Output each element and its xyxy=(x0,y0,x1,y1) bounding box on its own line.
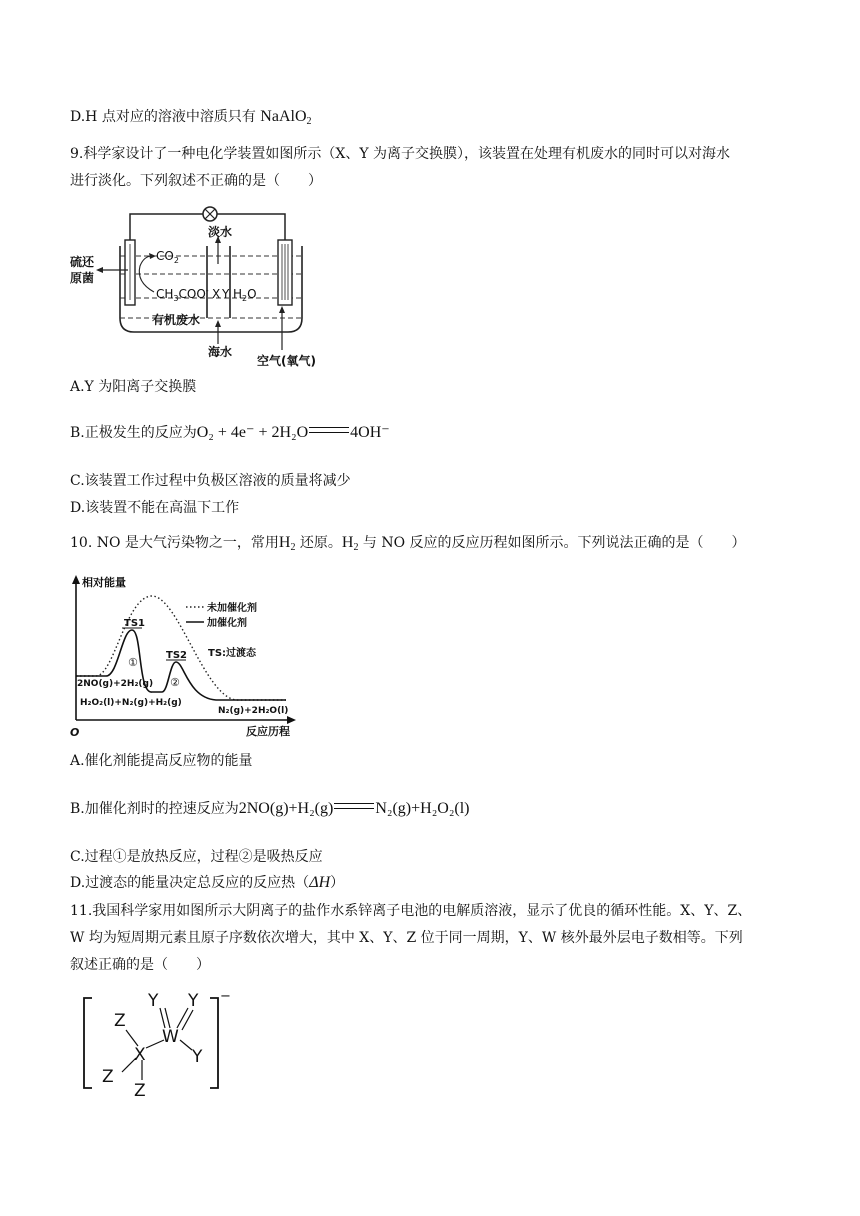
label-co2: $CO_2$ xyxy=(156,249,179,265)
q10-option-c: C.过程①是放热反应，过程②是吸热反应 xyxy=(70,849,323,865)
label-bacteria-1: 硫还 xyxy=(70,255,95,269)
label-acetate: $CH_3COO^-$ xyxy=(156,286,209,303)
label-waste: 有机废水 xyxy=(152,313,201,327)
q9-option-a: A.Y 为阳离子交换膜 xyxy=(70,379,197,395)
atom-y-lower: Y xyxy=(192,1047,203,1067)
atom-w: W xyxy=(162,1027,179,1047)
products-label: N₂(g)+2H₂O(l) xyxy=(218,706,289,716)
step1-label: ① xyxy=(128,656,138,669)
q10-energy-diagram xyxy=(66,572,306,740)
q9-option-b xyxy=(70,424,390,442)
q9b-eq-right: 4OH⁻ xyxy=(350,424,390,441)
legend-catalyzed: 加催化剂 xyxy=(207,618,247,629)
atom-y-right: Y xyxy=(188,991,199,1011)
right-bracket xyxy=(210,998,218,1088)
q11-stem-line2: W 均为短周期元素且原子序数依次增大，其中 X、Y、Z 位于同一周期，Y、W 核外最外层电子数相等。下列 xyxy=(70,930,743,946)
q10-stem: 10. NO 是大气污染物之一，常用$H_2$ 还原。$H_2$ 与 NO 反应的反应历程如图所示。下列说法正确的是（ ） xyxy=(70,534,746,553)
intermediate-label: H₂O₂(l)+N₂(g)+H₂(g) xyxy=(80,698,182,708)
q11-stem-line3: 叙述正确的是（ ） xyxy=(70,957,210,973)
y-axis-label: 相对能量 xyxy=(82,576,126,589)
q9b-text: B.正极发生的反应为 xyxy=(70,425,197,441)
legend-uncatalyzed: 未加催化剂 xyxy=(207,603,257,614)
reactants-label: 2NO(g)+2H₂(g) xyxy=(77,679,154,689)
q9-option-d: D.该装置不能在高温下工作 xyxy=(70,500,240,516)
q8-option-d xyxy=(70,108,312,126)
q10-option-b xyxy=(70,800,470,818)
q8d-text: D.H 点对应的溶液中溶质只有 xyxy=(70,109,261,125)
q9b-eq-left: O₂ + 4e⁻ + 2H₂O xyxy=(196,424,309,441)
label-x: X xyxy=(212,287,221,301)
q10b-text: B.加催化剂时的控速反应为 xyxy=(70,801,239,817)
step2-label: ② xyxy=(170,676,180,689)
atom-z-left: Z xyxy=(102,1067,114,1087)
q10b-eq-right: N₂(g)+H₂O₂(l) xyxy=(375,800,470,817)
q11-anion-structure xyxy=(80,984,240,1102)
q9-cell-diagram xyxy=(70,200,330,370)
q9-stem-line1: 9.科学家设计了一种电化学装置如图所示（X、Y 为离子交换膜），该装置在处理有机废水的同时可以对海水 xyxy=(70,146,731,162)
origin-label: O xyxy=(70,726,80,739)
q9-option-c: C.该装置工作过程中负极区溶液的质量将减少 xyxy=(70,473,351,489)
ts2-label: TS2 xyxy=(166,650,187,661)
q8d-formula: NaAlO$_2$ xyxy=(260,108,312,127)
delta-h-symbol: ΔH xyxy=(309,874,331,891)
label-fresh-water: 淡水 xyxy=(208,225,233,239)
charge-label: − xyxy=(220,989,231,1004)
equals-sign xyxy=(334,803,374,809)
equals-sign xyxy=(309,427,349,433)
label-bacteria-2: 原菌 xyxy=(70,271,95,285)
cell-container xyxy=(120,246,302,332)
label-h2o: $H_2O$ xyxy=(233,287,257,303)
atom-x: X xyxy=(134,1045,146,1065)
q9-stem-line2: 进行淡化。下列叙述不正确的是（ ） xyxy=(70,173,322,189)
q10b-eq-left: 2NO(g)+H₂(g) xyxy=(238,800,334,817)
q11-stem-line1: 11.我国科学家用如图所示大阴离子的盐作水系锌离子电池的电解质溶液，显示了优良的循环性能。X、Y、Z、 xyxy=(70,903,752,919)
q10-option-d: D.过渡态的能量决定总反应的反应热（ΔH） xyxy=(70,874,345,891)
label-air: 空气(氧气) xyxy=(257,354,316,368)
label-y: Y xyxy=(222,287,230,301)
atom-z-bottom: Z xyxy=(134,1081,146,1101)
lamp-icon xyxy=(203,207,217,221)
atom-y-left: Y xyxy=(148,991,159,1011)
q10-option-a: A.催化剂能提高反应物的能量 xyxy=(70,753,253,769)
left-bracket xyxy=(84,998,92,1088)
x-axis-label: 反应历程 xyxy=(246,725,290,738)
atom-z-top: Z xyxy=(114,1011,126,1031)
label-seawater: 海水 xyxy=(208,345,233,359)
legend-ts: TS:过渡态 xyxy=(208,648,257,659)
ts1-label: TS1 xyxy=(124,618,145,629)
